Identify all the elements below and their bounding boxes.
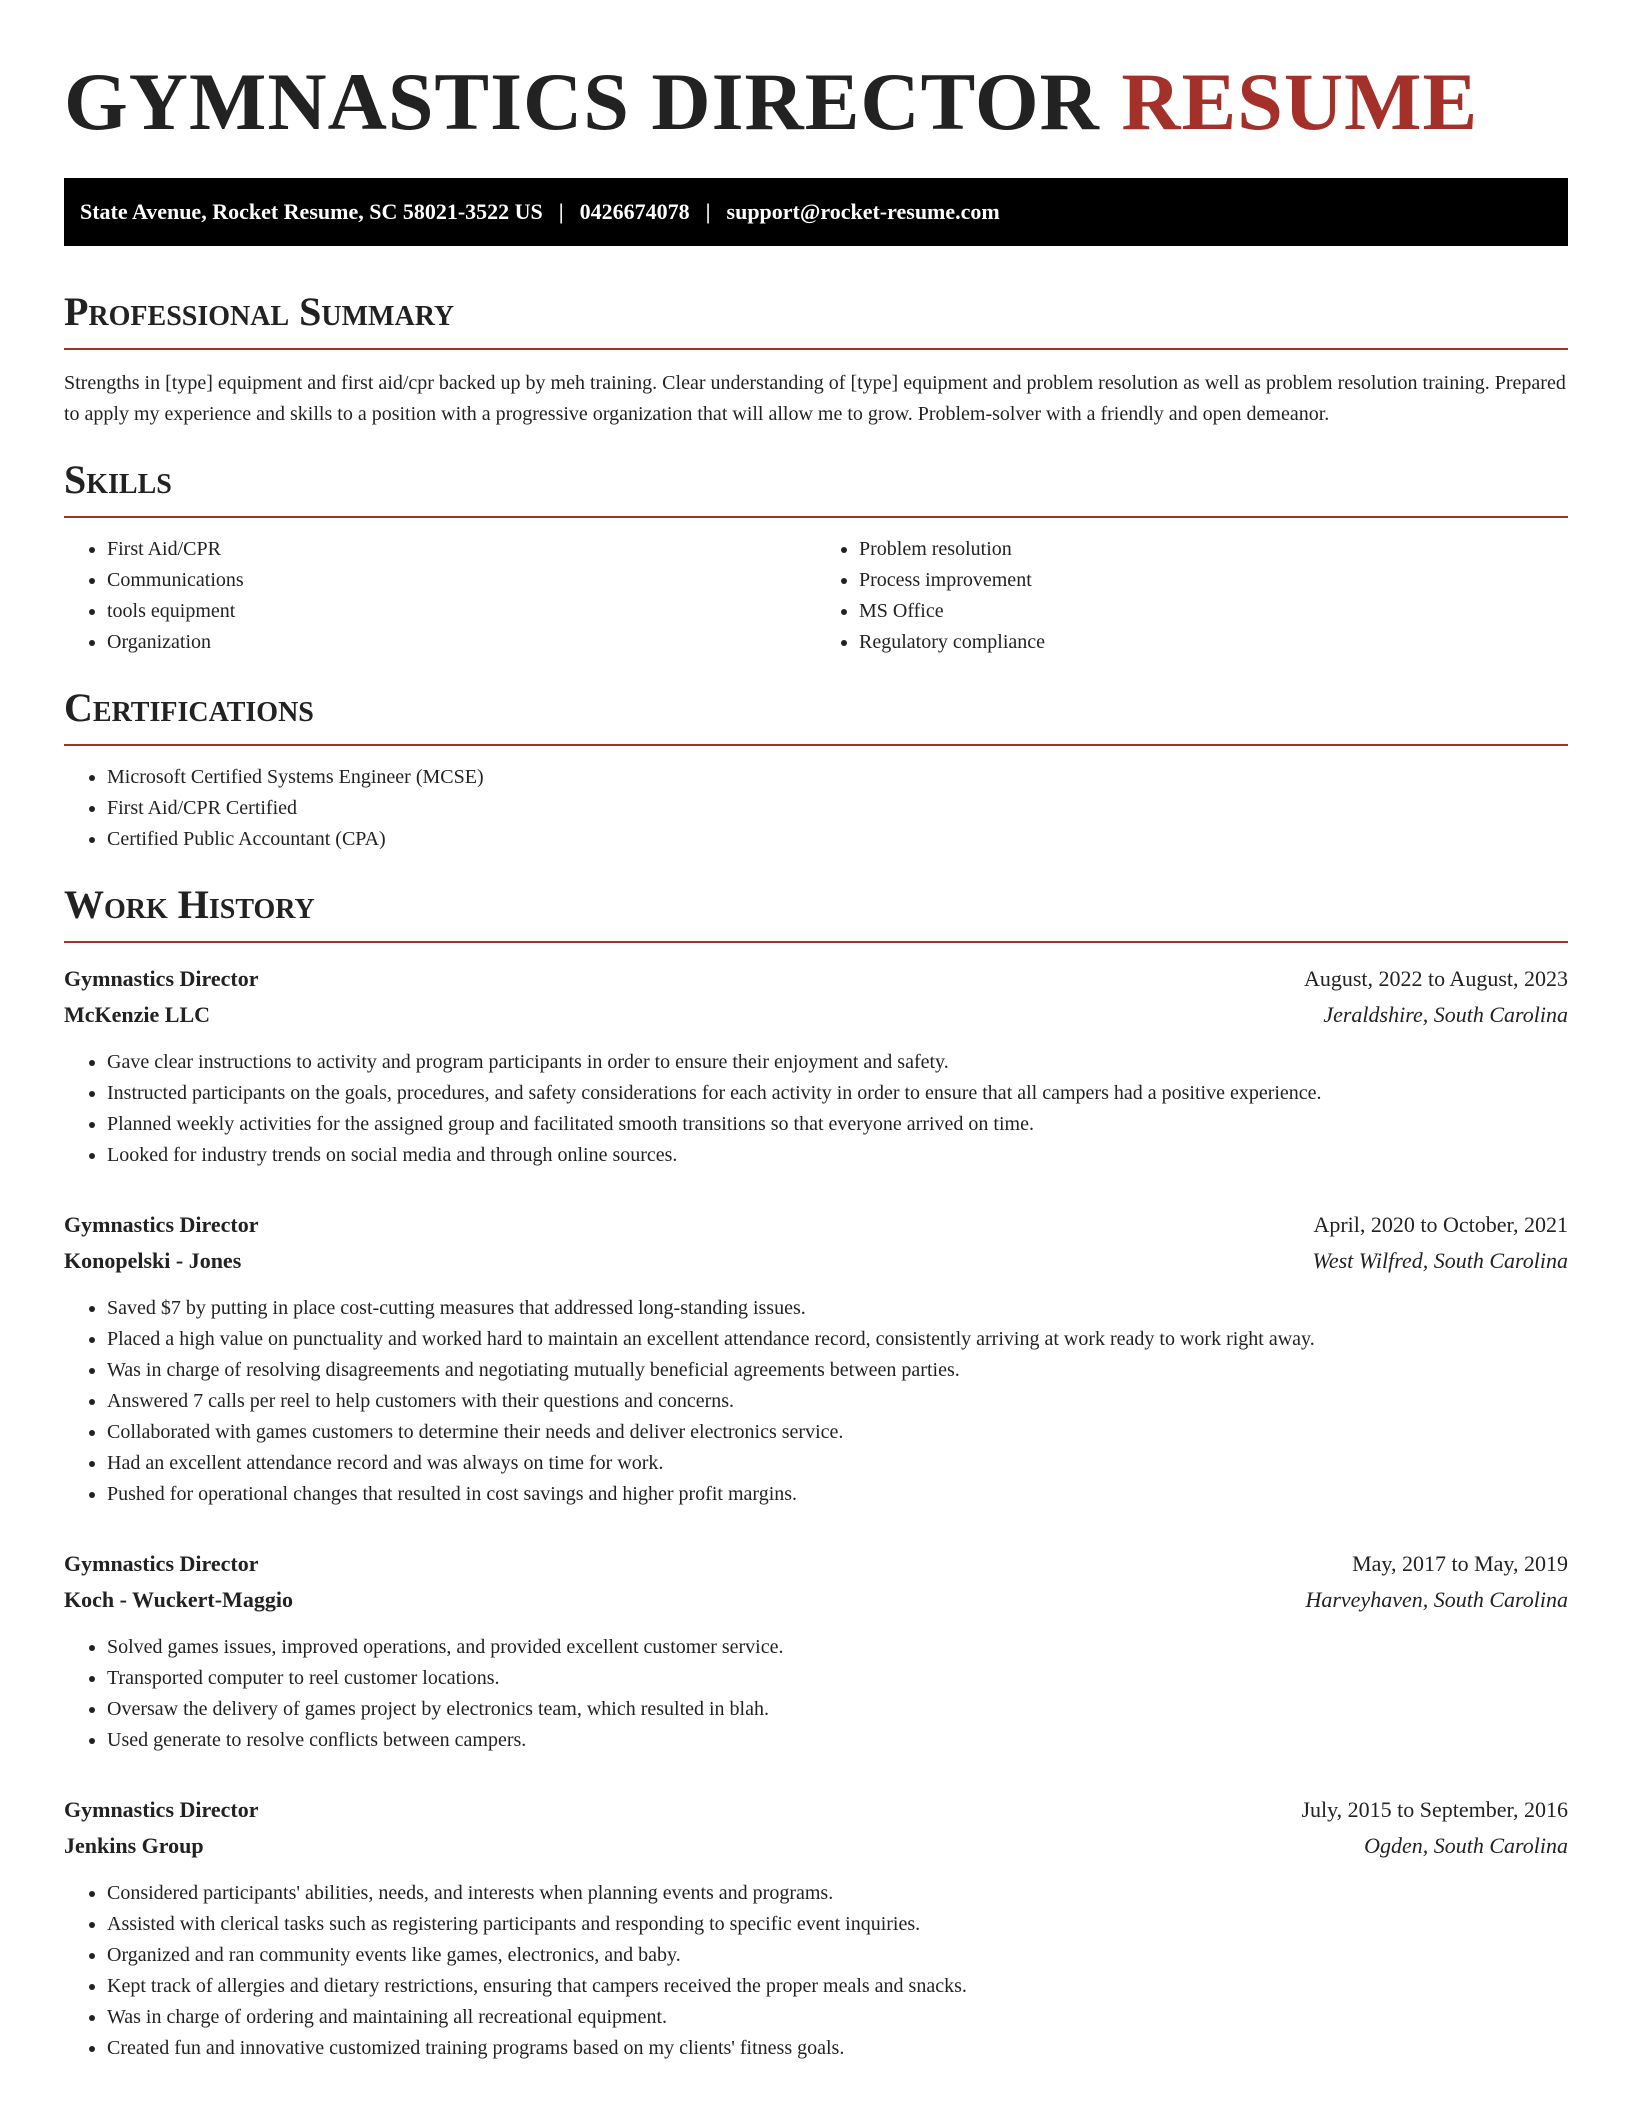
skill-item: • Process improvement — [859, 565, 1568, 596]
job-duty: • Had an excellent attendance record and was always on time for work. — [107, 1448, 1568, 1479]
job-duty: • Solved games issues, improved operations, and provided excellent customer service. — [107, 1632, 1568, 1663]
job-duty: • Was in charge of ordering and maintaining all recreational equipment. — [107, 2002, 1568, 2033]
skill-item: • Problem resolution — [859, 534, 1568, 565]
work-history-section — [64, 879, 1568, 2064]
job-duty: • Looked for industry trends on social media and through online sources. — [107, 1140, 1568, 1171]
work-history-heading: Work History — [64, 882, 315, 927]
summary-section — [64, 286, 1568, 430]
job-dates: August, 2022 to August, 2023 — [1303, 966, 1568, 991]
job-duty: • Pushed for operational changes that resulted in cost savings and higher profit margins. — [107, 1479, 1568, 1510]
job-duty: • Created fun and innovative customized training programs based on my clients' fitness goals. — [107, 2033, 1568, 2064]
summary-text: Strengths in [type] equipment and first aid/cpr backed up by meh training. Clear understanding of [type] equipment and problem resolution as well as problem resolution training. Prepared to apply my experience and skills to a position with a progressive organization that will allow me to grow. Problem-solver with a friendly and open demeanor. — [64, 372, 1566, 425]
job-entry — [64, 961, 1568, 1171]
resume-title — [64, 56, 1568, 148]
skill-item: • First Aid/CPR — [107, 534, 816, 565]
job-title: Gymnastics Director — [64, 1797, 259, 1822]
certifications-heading: Certifications — [64, 685, 314, 730]
job-company: Konopelski - Jones — [64, 1248, 242, 1273]
job-header-row — [64, 961, 1568, 997]
section-divider — [64, 348, 1568, 350]
contact-bar — [64, 178, 1568, 246]
job-location: Harveyhaven, South Carolina — [1305, 1587, 1568, 1612]
job-company: Jenkins Group — [64, 1833, 204, 1858]
job-duty: • Considered participants' abilities, needs, and interests when planning events and programs. — [107, 1878, 1568, 1909]
contact-address: State Avenue, Rocket Resume, SC 58021-3522 US — [80, 199, 543, 224]
certification-item: • First Aid/CPR Certified — [107, 793, 1568, 824]
job-header-row — [64, 1546, 1568, 1582]
skills-list-right — [816, 534, 1568, 658]
job-entry — [64, 1207, 1568, 1510]
job-entry — [64, 1546, 1568, 1756]
skills-grid — [64, 518, 1568, 658]
job-header-row — [64, 1207, 1568, 1243]
job-dates: July, 2015 to September, 2016 — [1301, 1797, 1568, 1822]
job-duty: • Placed a high value on punctuality and worked hard to maintain an excellent attendance record, consistently arriving at work ready to work right away. — [107, 1324, 1568, 1355]
job-company: Koch - Wuckert-Maggio — [64, 1587, 293, 1612]
job-duties — [64, 1047, 1568, 1171]
job-entry — [64, 1792, 1568, 2064]
contact-separator: | — [558, 199, 564, 224]
job-duty: • Collaborated with games customers to determine their needs and deliver electronics service. — [107, 1417, 1568, 1448]
job-company: McKenzie LLC — [64, 1002, 211, 1027]
job-duty: • Organized and ran community events like games, electronics, and baby. — [107, 1940, 1568, 1971]
job-duty: • Used generate to resolve conflicts between campers. — [107, 1725, 1568, 1756]
skill-item: • tools equipment — [107, 596, 816, 627]
job-duties — [64, 1293, 1568, 1510]
job-subheader-row — [64, 1828, 1568, 1864]
contact-separator: | — [705, 199, 711, 224]
contact-phone: 0426674078 — [579, 199, 690, 224]
certification-item: • Microsoft Certified Systems Engineer (MCSE) — [107, 762, 1568, 793]
job-duties — [64, 1878, 1568, 2064]
job-duty: • Saved $7 by putting in place cost-cutting measures that addressed long-standing issues. — [107, 1293, 1568, 1324]
certifications-section — [64, 682, 1568, 855]
section-divider — [64, 744, 1568, 746]
job-duty: • Kept track of allergies and dietary restrictions, ensuring that campers received the proper meals and snacks. — [107, 1971, 1568, 2002]
summary-heading: Professional Summary — [64, 289, 455, 334]
skill-item: • MS Office — [859, 596, 1568, 627]
job-duty: • Answered 7 calls per reel to help customers with their questions and concerns. — [107, 1386, 1568, 1417]
job-location: Ogden, South Carolina — [1364, 1833, 1568, 1858]
skill-item: • Communications — [107, 565, 816, 596]
skill-item: • Regulatory compliance — [859, 627, 1568, 658]
skills-heading: Skills — [64, 457, 172, 502]
job-duties — [64, 1632, 1568, 1756]
skills-list-left — [64, 534, 816, 658]
job-location: Jeraldshire, South Carolina — [1323, 1002, 1568, 1027]
job-subheader-row — [64, 1243, 1568, 1279]
contact-email: support@rocket-resume.com — [726, 199, 1000, 224]
job-title: Gymnastics Director — [64, 966, 259, 991]
job-location: West Wilfred, South Carolina — [1312, 1248, 1568, 1273]
skill-item: • Organization — [107, 627, 816, 658]
title-main: GYMNASTICS DIRECTOR — [64, 56, 1100, 147]
job-duty: • Transported computer to reel customer locations. — [107, 1663, 1568, 1694]
job-duty: • Instructed participants on the goals, procedures, and safety considerations for each activity in order to ensure that all campers had a positive experience. — [107, 1078, 1568, 1109]
job-title: Gymnastics Director — [64, 1212, 259, 1237]
resume-page — [64, 0, 1568, 2064]
job-duty: • Oversaw the delivery of games project by electronics team, which resulted in blah. — [107, 1694, 1568, 1725]
job-subheader-row — [64, 1582, 1568, 1618]
job-duty: • Planned weekly activities for the assigned group and facilitated smooth transitions so that everyone arrived on time. — [107, 1109, 1568, 1140]
title-accent: RESUME — [1121, 56, 1479, 147]
job-duty: • Assisted with clerical tasks such as registering participants and responding to specific event inquiries. — [107, 1909, 1568, 1940]
section-divider — [64, 941, 1568, 943]
job-header-row — [64, 1792, 1568, 1828]
job-dates: April, 2020 to October, 2021 — [1313, 1212, 1568, 1237]
job-title: Gymnastics Director — [64, 1551, 259, 1576]
job-dates: May, 2017 to May, 2019 — [1352, 1551, 1568, 1576]
skills-section — [64, 454, 1568, 658]
job-duty: • Was in charge of resolving disagreements and negotiating mutually beneficial agreements between parties. — [107, 1355, 1568, 1386]
job-duty: • Gave clear instructions to activity and program participants in order to ensure their enjoyment and safety. — [107, 1047, 1568, 1078]
certifications-list — [64, 762, 1568, 855]
job-subheader-row — [64, 997, 1568, 1033]
certification-item: • Certified Public Accountant (CPA) — [107, 824, 1568, 855]
